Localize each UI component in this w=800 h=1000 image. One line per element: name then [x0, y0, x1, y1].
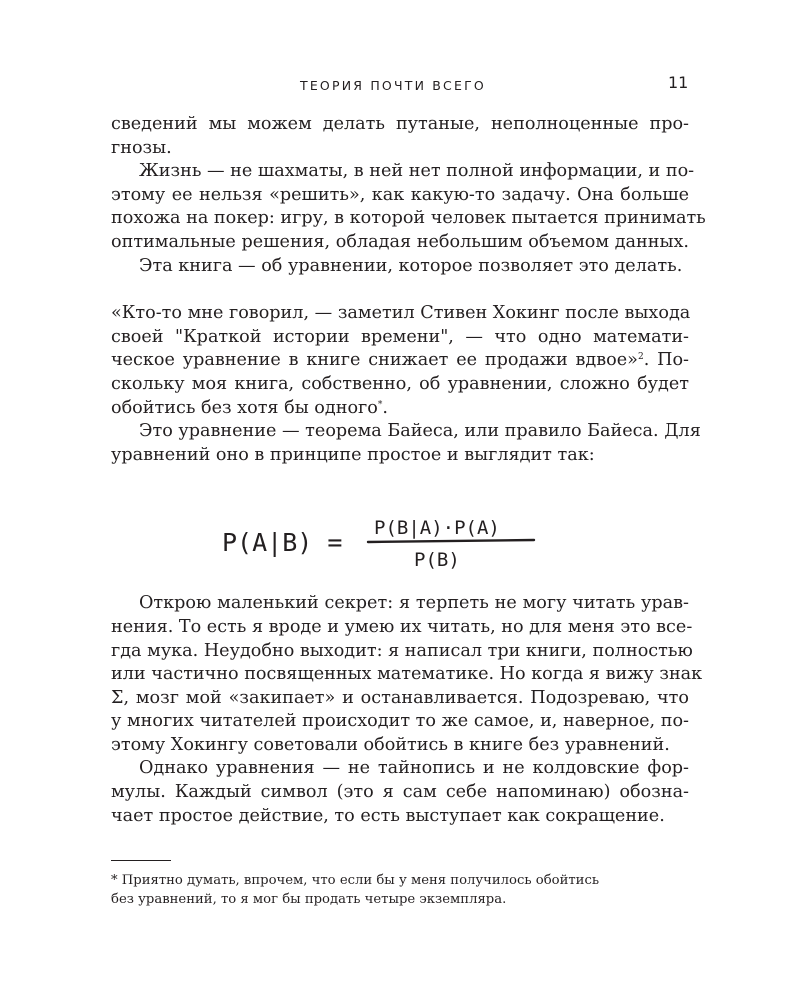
formula-lhs: P(A|B) =	[222, 528, 343, 557]
text-line: своей "Краткой истории времени", — что одно математи-	[111, 326, 689, 347]
text-line: гнозы.	[111, 137, 172, 158]
footnote-line: без уравнений, то я мог бы продать четыре экземпляра.	[111, 892, 507, 907]
paragraph-5	[111, 420, 701, 467]
text-line	[111, 349, 689, 373]
paragraph-6	[111, 592, 703, 757]
text-fragment: ческое уравнение в книге снижает ее продажи вдвое»	[111, 350, 638, 371]
footnote-ref: 2	[637, 352, 644, 363]
fraction-bar	[368, 540, 534, 542]
text-fragment: .	[382, 397, 388, 418]
paragraph-3	[111, 255, 689, 279]
footnote	[111, 871, 671, 909]
text-line: Открою маленький секрет: я терпеть не могу читать урав-	[139, 593, 689, 614]
formula-numerator: P(B|A)·P(A)	[374, 517, 500, 539]
text-line: скольку моя книга, собственно, об уравнении, сложно будет	[111, 373, 689, 394]
footnote-star: *	[377, 399, 383, 410]
paragraph-4	[111, 302, 689, 420]
paragraph-7	[111, 757, 689, 828]
running-head: ТЕОРИЯ ПОЧТИ ВСЕГО	[300, 78, 486, 93]
text-line: уравнений оно в принципе простое и выглядит так:	[111, 444, 595, 465]
text-fragment: . По-	[643, 350, 689, 371]
footnote-line: * Приятно думать, впрочем, что если бы у меня получилось обойтись	[111, 873, 600, 888]
text-line: нения. То есть я вроде и умею их читать, но для меня это все-	[111, 616, 693, 637]
text-line: или частично посвященных математике. Но когда я вижу знак	[111, 664, 703, 685]
main-text	[111, 113, 706, 828]
text-fragment: обойтись без хотя бы одного	[111, 397, 378, 418]
text-line: мулы. Каждый символ (это я сам себе напоминаю) обозна-	[111, 782, 689, 803]
text-line: Жизнь — не шахматы, в ней нет полной информации, и по-	[139, 161, 695, 182]
formula-denominator: P(B)	[414, 549, 460, 571]
text-line: этому Хокингу советовали обойтись в книге без уравнений.	[111, 734, 670, 755]
footnote-divider	[111, 860, 171, 861]
text-line: Это уравнение — теорема Байеса, или правило Байеса. Для	[139, 421, 701, 442]
text-line	[111, 397, 689, 421]
text-line: чает простое действие, то есть выступает как сокращение.	[111, 805, 665, 826]
text-line: этому ее нельзя «решить», как какую-то задачу. Она больше	[111, 184, 689, 205]
text-line: гда мука. Неудобно выходит: я написал три книги, полностью	[111, 640, 693, 661]
paragraph-1	[111, 113, 689, 160]
text-line: Однако уравнения — не тайнопись и не колдовские фор-	[139, 758, 689, 779]
text-line: у многих читателей происходит то же самое, и, наверное, по-	[111, 711, 689, 732]
paragraph-2	[111, 160, 706, 254]
text-line: похожа на покер: игру, в которой человек пытается принимать	[111, 208, 706, 229]
text-line: Σ, мозг мой «закипает» и останавливается. Подозреваю, что	[111, 687, 689, 708]
page-number: 11	[668, 73, 689, 92]
bayes-formula	[220, 508, 540, 578]
text-line: Эта книга — об уравнении, которое позволяет это делать.	[139, 255, 683, 276]
text-line: сведений мы можем делать путаные, неполноценные про-	[111, 114, 689, 134]
text-line: оптимальные решения, обладая небольшим объемом данных.	[111, 231, 689, 252]
text-line: «Кто-то мне говорил, — заметил Стивен Хокинг после выхода	[111, 303, 691, 324]
